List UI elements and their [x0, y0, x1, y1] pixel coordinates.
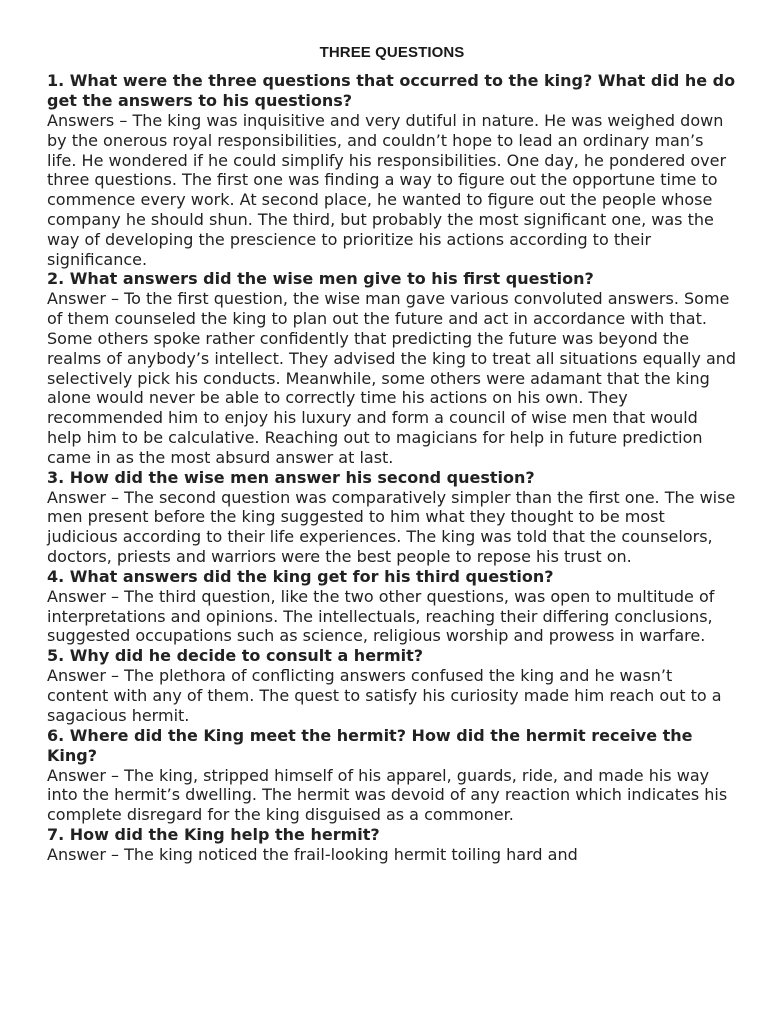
answer-3: Answer – The second question was comparatively simpler than the first one. The wise men present before the king suggested to him what they thought to be most judicious according to their life experiences. The king was told that the counselors, doctors, priests and warriors were the best people to repose his trust on.	[47, 487, 736, 566]
question-2: 2. What answers did the wise men give to his first question?	[47, 269, 594, 289]
document-page	[47, 44, 737, 865]
answer-4: Answer – The third question, like the two other questions, was open to multitude of interpretations and opinions. The intellectuals, reaching their differing conclusions, suggested occupations such as science, religious worship and prowess in warfare.	[47, 586, 715, 646]
question-6: 6. Where did the King meet the hermit? How did the hermit receive the King?	[47, 725, 693, 765]
answer-7: Answer – The king noticed the frail-looking hermit toiling hard and	[47, 844, 578, 864]
qa-block-7	[47, 825, 737, 865]
question-5: 5. Why did he decide to consult a hermit?	[47, 646, 424, 666]
qa-block-6	[47, 726, 737, 825]
question-1: 1. What were the three questions that occurred to the king? What did he do get the answers to his questions?	[47, 71, 736, 110]
qa-block-3	[47, 468, 737, 567]
qa-block-4	[47, 567, 737, 646]
answer-6: Answer – The king, stripped himself of his apparel, guards, ride, and made his way into the hermit’s dwelling. The hermit was devoid of any reaction which indicates his complete disregard for the king disguised as a commoner.	[47, 765, 728, 825]
answer-1: Answers – The king was inquisitive and very dutiful in nature. He was weighed down by the onerous royal responsibilities, and couldn’t hope to lead an ordinary man’s life. He wondered if he could simplify his responsibilities. One day, he pondered over three questions. The first one was finding a way to figure out the opportune time to commence every work. At second place, he wanted to figure out the people whose company he should shun. The third, but probably the most significant one, was the way of developing the prescience to prioritize his actions according to their significance.	[47, 111, 727, 269]
answer-2: Answer – To the first question, the wise man gave various convoluted answers. Some of them counseled the king to plan out the future and act in accordance with that. Some others spoke rather confidently that predicting the future was beyond the realms of anybody’s intellect. They advised the king to treat all situations equally and selectively pick his conducts. Meanwhile, some others were adamant that the king alone would never be able to correctly time his actions on his own. They recommended him to enjoy his luxury and form a council of wise men that would help him to be calculative. Reaching out to magicians for help in future prediction came in as the most absurd answer at last.	[47, 289, 737, 467]
qa-block-2	[47, 269, 737, 467]
question-3: 3. How did the wise men answer his second question?	[47, 467, 535, 487]
qa-block-5	[47, 646, 737, 725]
question-4: 4. What answers did the king get for his third question?	[47, 566, 554, 586]
document-title: THREE QUESTIONS	[319, 44, 465, 61]
question-7: 7. How did the King help the hermit?	[47, 824, 380, 844]
qa-block-1	[47, 71, 737, 269]
answer-5: Answer – The plethora of conflicting answers confused the king and he wasn’t content with any of them. The quest to satisfy his curiosity made him reach out to a sagacious hermit.	[47, 666, 722, 725]
